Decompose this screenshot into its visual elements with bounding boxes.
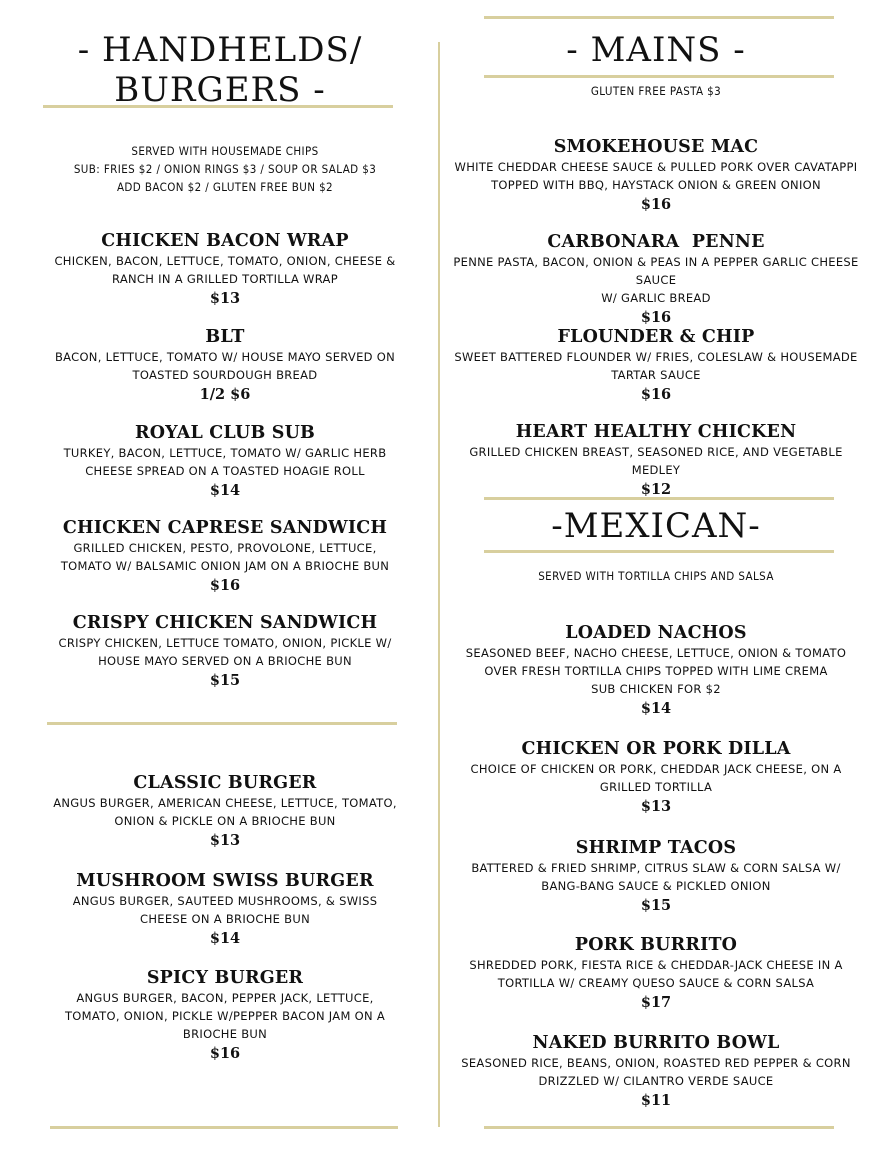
item-description: SUB CHICKEN FOR $2 [591, 682, 721, 696]
menu-item [45, 967, 405, 1064]
item-description: DRIZZLED W/ CILANTRO VERDE SAUCE [538, 1074, 774, 1088]
item-name: CRISPY CHICKEN SANDWICH [72, 613, 378, 633]
item-description: SWEET BATTERED FLOUNDER W/ FRIES, COLESLAW & HOUSEMADE [454, 350, 858, 364]
item-description: HOUSE MAYO SERVED ON A BRIOCHE BUN [98, 654, 352, 668]
item-name: CARBONARA PENNE [547, 232, 765, 252]
item-description: ANGUS BURGER, BACON, PEPPER JACK, LETTUCE, [76, 991, 374, 1005]
item-name: BLT [205, 327, 245, 347]
item-description: TURKEY, BACON, LETTUCE, TOMATO W/ GARLIC HERB [63, 446, 387, 460]
mains-note: GLUTEN FREE PASTA $3 [590, 84, 722, 98]
item-name: MUSHROOM SWISS BURGER [76, 871, 374, 891]
menu-item [45, 772, 405, 851]
item-description: ANGUS BURGER, AMERICAN CHEESE, LETTUCE, TOMATO, [53, 796, 397, 810]
item-description: PENNE PASTA, BACON, ONION & PEAS IN A PEPPER GARLIC CHEESE SAUCE [453, 255, 859, 287]
item-description: SEASONED RICE, BEANS, ONION, ROASTED RED PEPPER & CORN [461, 1056, 851, 1070]
section-title: BURGERS - [114, 70, 326, 110]
divider [484, 75, 834, 78]
item-price: $13 [209, 290, 241, 307]
item-name: PORK BURRITO [574, 935, 738, 955]
menu-item [45, 612, 405, 691]
section-title: - HANDHELDS/ [77, 30, 363, 70]
item-name: SHRIMP TACOS [575, 838, 737, 858]
item-description: BATTERED & FRIED SHRIMP, CITRUS SLAW & CORN SALSA W/ [471, 861, 841, 875]
item-price: $14 [209, 482, 241, 499]
item-description: CRISPY CHICKEN, LETTUCE TOMATO, ONION, PICKLE W/ [58, 636, 392, 650]
item-description: TOASTED SOURDOUGH BREAD [132, 368, 318, 382]
menu-item [450, 326, 862, 405]
item-description: BACON, LETTUCE, TOMATO W/ HOUSE MAYO SERVED ON [54, 350, 396, 364]
item-description: TOMATO, ONION, PICKLE W/PEPPER BACON JAM ON A [64, 1009, 386, 1023]
item-description: CHICKEN, BACON, LETTUCE, TOMATO, ONION, CHEESE & [54, 254, 396, 268]
item-price: $15 [209, 672, 241, 689]
item-description: CHEESE ON A BRIOCHE BUN [140, 912, 310, 926]
menu-item [450, 738, 862, 817]
section-title: - MAINS - [566, 30, 746, 70]
menu-item [45, 517, 405, 596]
item-name: SPICY BURGER [146, 968, 304, 988]
item-price: $16 [640, 196, 672, 213]
item-price: $16 [640, 386, 672, 403]
item-name: CHICKEN BACON WRAP [101, 231, 349, 251]
item-price: 1/2 $6 [199, 386, 251, 403]
item-description: ANGUS BURGER, SAUTEED MUSHROOMS, & SWISS [72, 894, 378, 908]
menu-item [450, 136, 862, 215]
item-name: CLASSIC BURGER [133, 773, 317, 793]
item-description: TOMATO W/ BALSAMIC ONION JAM ON A BRIOCHE BUN [60, 559, 390, 573]
item-description: BANG-BANG SAUCE & PICKLED ONION [541, 879, 771, 893]
item-description: TARTAR SAUCE [611, 368, 701, 382]
item-price: $16 [209, 577, 241, 594]
item-description: RANCH IN A GRILLED TORTILLA WRAP [112, 272, 338, 286]
intro-line: SERVED WITH HOUSEMADE CHIPS [131, 144, 319, 158]
intro-line: ADD BACON $2 / GLUTEN FREE BUN $2 [116, 180, 334, 194]
item-price: $11 [640, 1092, 672, 1109]
item-name: NAKED BURRITO BOWL [532, 1033, 780, 1053]
item-name: CHICKEN OR PORK DILLA [521, 739, 791, 759]
item-price: $17 [640, 994, 672, 1011]
item-price: $15 [640, 897, 672, 914]
section-title: -MEXICAN- [551, 506, 761, 546]
item-name: ROYAL CLUB SUB [134, 423, 316, 443]
menu-item [450, 837, 862, 916]
item-price: $16 [209, 1045, 241, 1062]
menu-item [45, 870, 405, 949]
column-divider [438, 42, 440, 1127]
divider [484, 16, 834, 19]
item-description: CHEESE SPREAD ON A TOASTED HOAGIE ROLL [85, 464, 365, 478]
menu-item [450, 1032, 862, 1111]
divider [47, 722, 397, 725]
item-description: TORTILLA W/ CREAMY QUESO SAUCE & CORN SALSA [497, 976, 815, 990]
item-name: SMOKEHOUSE MAC [553, 137, 759, 157]
item-description: OVER FRESH TORTILLA CHIPS TOPPED WITH LIME CREMA [484, 664, 828, 678]
menu-item [45, 326, 405, 405]
menu-item [45, 422, 405, 501]
mexican-note: SERVED WITH TORTILLA CHIPS AND SALSA [538, 569, 774, 583]
intro-line: SUB: FRIES $2 / ONION RINGS $3 / SOUP OR SALAD $3 [73, 162, 377, 176]
item-name: CHICKEN CAPRESE SANDWICH [62, 518, 388, 538]
item-price: $12 [640, 481, 672, 498]
item-description: BRIOCHE BUN [182, 1027, 268, 1041]
item-description: WHITE CHEDDAR CHEESE SAUCE & PULLED PORK OVER CAVATAPPI [454, 160, 858, 174]
menu-item [450, 934, 862, 1013]
handhelds-intro [20, 142, 430, 196]
mexican-header [450, 506, 862, 546]
handhelds-header [20, 30, 420, 110]
item-description: W/ GARLIC BREAD [601, 291, 711, 305]
divider [484, 550, 834, 553]
item-name: LOADED NACHOS [565, 623, 747, 643]
item-price: $16 [640, 309, 672, 326]
divider [484, 1126, 834, 1129]
item-price: $13 [209, 832, 241, 849]
menu-item [450, 231, 862, 328]
item-description: SEASONED BEEF, NACHO CHEESE, LETTUCE, ONION & TOMATO [465, 646, 847, 660]
item-description: GRILLED TORTILLA [599, 780, 713, 794]
menu-item [45, 230, 405, 309]
item-description: GRILLED CHICKEN, PESTO, PROVOLONE, LETTUCE, [73, 541, 377, 555]
item-name: FLOUNDER & CHIP [557, 327, 755, 347]
item-description: GRILLED CHICKEN BREAST, SEASONED RICE, AND VEGETABLE MEDLEY [469, 445, 843, 477]
mains-header [450, 30, 862, 70]
item-description: TOPPED WITH BBQ, HAYSTACK ONION & GREEN ONION [491, 178, 821, 192]
item-name: HEART HEALTHY CHICKEN [515, 422, 797, 442]
item-description: CHOICE OF CHICKEN OR PORK, CHEDDAR JACK CHEESE, ON A [470, 762, 842, 776]
divider [50, 1126, 398, 1129]
menu-item [450, 421, 862, 500]
item-price: $14 [640, 700, 672, 717]
item-price: $13 [640, 798, 672, 815]
menu-item [450, 622, 862, 719]
item-description: ONION & PICKLE ON A BRIOCHE BUN [114, 814, 336, 828]
item-price: $14 [209, 930, 241, 947]
item-description: SHREDDED PORK, FIESTA RICE & CHEDDAR-JACK CHEESE IN A [469, 958, 843, 972]
